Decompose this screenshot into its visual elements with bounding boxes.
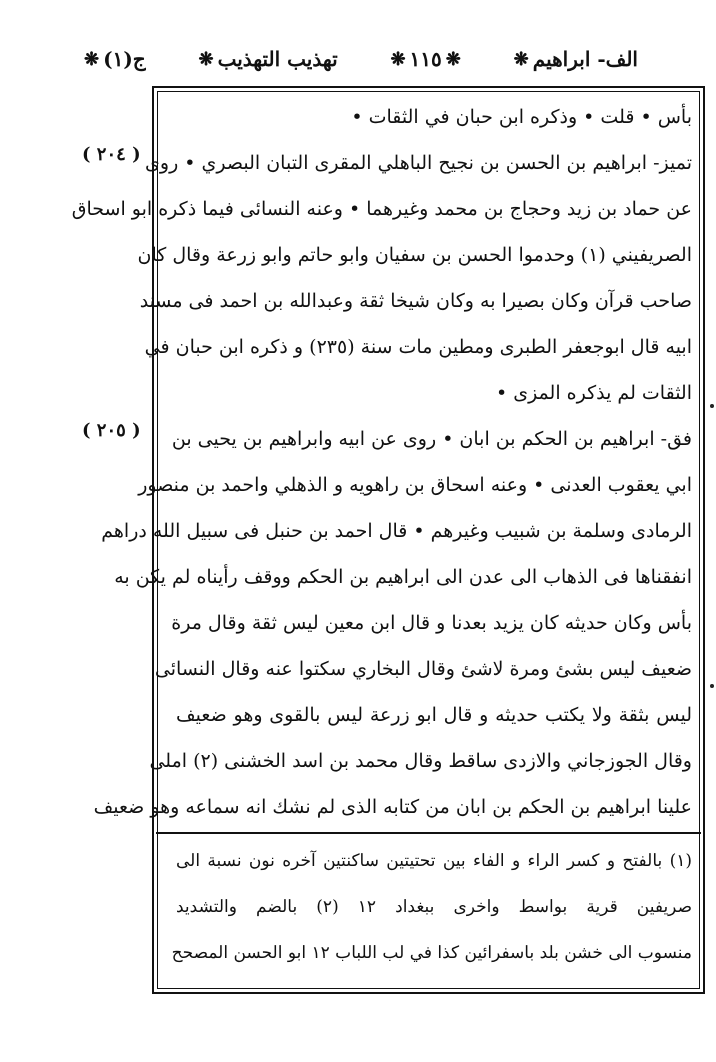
text-line: ابيه قال ابوجعفر الطبرى ومطين مات سنة (٢٣٥) و ذكره ابن حبان في [144,336,692,358]
floral-ornament-icon: ❋ [513,48,529,70]
header-page [390,47,460,71]
text-line: ليس بثقة ولا يكتب حديثه و قال ابو زرعة ليس بالقوى وهو ضعيف [176,704,692,726]
header-section [514,47,638,71]
footnote-line: صريفين قرية بواسط واخرى ببغداد ١٢ (٢) بالضم والتشديد [176,897,692,917]
text-line: تميز- ابراهيم بن الحسن بن نجيح الباهلي المقرى التبان البصري • روى [145,152,692,174]
text-line: فق- ابراهيم بن الحكم بن ابان • روى عن ابيه وابراهيم بن يحيى بن [171,428,692,450]
text-line: بأس • قلت • وذكره ابن حبان في الثقات • [351,106,692,128]
text-line: الرمادى وسلمة بن شبيب وغيرهم • قال احمد بن حنبل فى سبيل الله دراهم [101,520,692,542]
entry-number: ( ٢٠٤ ) [82,144,141,165]
page-header [84,36,638,82]
floral-ornament-icon: ❋ [84,48,100,70]
scan-speck [710,404,714,408]
header-volume [84,47,146,71]
section-title: الف- ابراهيم [532,47,638,71]
entry-number: ( ٢٠٥ ) [82,420,141,441]
text-line: بأس وكان حديثه كان يزيد بعدنا و قال ابن معين ليس ثقة وقال مرة [171,612,692,634]
header-book [199,47,338,71]
book-title: تهذيب التهذيب [217,47,338,71]
scan-speck [710,684,714,688]
footnotes [171,838,692,976]
footnote-divider [156,832,701,834]
footnote-line: (١) بالفتح و كسر الراء و الفاء بين تحتيتين ساكنتين آخره نون نسبة الى [176,851,692,871]
page-number: ١١٥ [409,47,442,71]
floral-ornament-icon: ❋ [390,48,406,70]
text-line: ابي يعقوب العدنى • وعنه اسحاق بن راهويه و الذهلي واحمد بن منصور [138,474,692,496]
text-line: الصريفيني (١) وحدموا الحسن بن سفيان وابو حاتم وابو زرعة وقال كان [137,244,692,266]
text-line: علينا ابراهيم بن الحكم بن ابان من كتابه الذى لم نشك انه سماعه وهو ضعيف [93,796,692,818]
volume-label: ج(١) [103,47,146,71]
floral-ornament-icon: ❋ [445,48,461,70]
text-line: انفقناها فى الذهاب الى عدن الى ابراهيم بن الحكم ووقف رأيناه لم يكن به [114,566,692,588]
floral-ornament-icon: ❋ [198,48,214,70]
footnote-line: منسوب الى خشن بلد باسفرائين كذا في لب اللباب ١٢ ابو الحسن المصحح [171,943,692,963]
text-line: وقال الجوزجاني والازدى ساقط وقال محمد بن اسد الخشنى (٢) املى [149,750,692,772]
text-line: عن حماد بن زيد وحجاج بن محمد وغيرهما • وعنه النسائى فيما ذكره ابو اسحاق [71,198,692,220]
text-line: الثقات لم يذكره المزى • [495,382,692,404]
text-line: ضعيف ليس بشئ ومرة لاشئ وقال البخاري سكتوا عنه وقال النسائى [154,658,692,680]
text-line: صاحب قرآن وكان بصيرا به وكان شيخا ثقة وعبدالله بن احمد فى مسند [139,290,692,312]
